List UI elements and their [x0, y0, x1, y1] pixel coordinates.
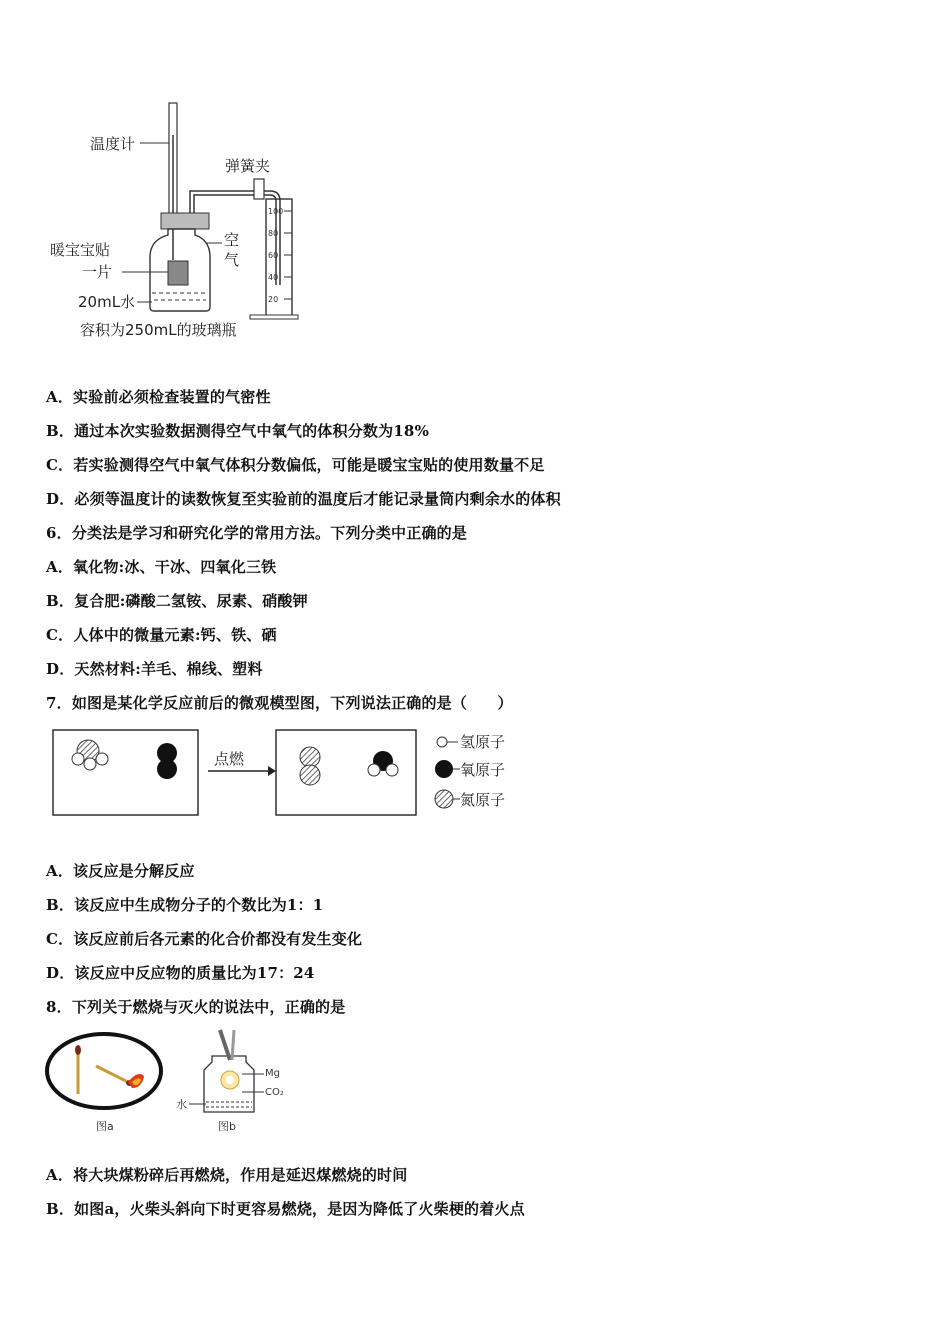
- label-air-2: 气: [224, 251, 240, 269]
- cylinder-tick-label: 60: [268, 251, 279, 260]
- q5-option-c: C．若实验测得空气中氧气体积分数偏低，可能是暖宝宝贴的使用数量不足: [46, 456, 545, 474]
- arrow-label: 点燃: [214, 750, 245, 768]
- caption-figure-a: 图a: [96, 1120, 114, 1133]
- q7-option-d: D．该反应中反应物的质量比为17：24: [46, 964, 315, 982]
- burning-magnesium-icon: [221, 1071, 239, 1089]
- label-water-b: 水: [176, 1098, 187, 1111]
- q5-option-d: D．必须等温度计的读数恢复至实验前的温度后才能记录量筒内剩余水的体积: [46, 490, 561, 508]
- legend-hydrogen: 氢原子: [460, 733, 506, 751]
- label-thermometer: 温度计: [90, 135, 136, 153]
- label-spring-clip: 弹簧夹: [225, 157, 271, 175]
- label-warmer-2: 一片: [82, 263, 113, 281]
- cylinder-tick-label: 100: [268, 207, 284, 216]
- label-water: 20mL水: [78, 293, 136, 311]
- q6-option-a: A．氧化物:冰、干冰、四氧化三铁: [46, 558, 277, 576]
- q6-stem: 6．分类法是学习和研究化学的常用方法。下列分类中正确的是: [46, 524, 468, 542]
- label-warmer-1: 暖宝宝贴: [50, 241, 111, 259]
- q6-option-c: C．人体中的微量元素:钙、铁、硒: [46, 626, 277, 644]
- q8-option-b: B．如图a，火柴头斜向下时更容易燃烧，是因为降低了火柴梗的着火点: [46, 1200, 525, 1218]
- cylinder-tick-label: 80: [268, 229, 279, 238]
- label-co2: CO₂: [265, 1087, 284, 1098]
- warmer-patch-icon: [168, 261, 188, 285]
- q7-option-c: C．该反应前后各元素的化合价都没有发生变化: [46, 930, 363, 948]
- legend-nitrogen: 氮原子: [460, 791, 506, 809]
- q5-option-a: A．实验前必须检查装置的气密性: [46, 388, 271, 406]
- legend-oxygen: 氧原子: [460, 761, 506, 779]
- label-bottle: 容积为250mL的玻璃瓶: [80, 321, 237, 339]
- q8-stem: 8．下列关于燃烧与灭火的说法中，正确的是: [46, 998, 346, 1016]
- caption-figure-b: 图b: [218, 1120, 236, 1133]
- figure-reaction-model: [50, 726, 540, 821]
- q7-option-a: A．该反应是分解反应: [46, 862, 195, 880]
- cylinder-tick-label: 20: [268, 295, 279, 304]
- q6-option-b: B．复合肥:磷酸二氢铵、尿素、硝酸钾: [46, 592, 308, 610]
- q7-stem: 7．如图是某化学反应前后的微观模型图，下列说法正确的是（ ）: [46, 694, 513, 712]
- label-mg: Mg: [265, 1068, 280, 1079]
- cylinder-tick-label: 40: [268, 273, 279, 282]
- figure-oxygen-apparatus: [40, 95, 320, 350]
- q8-option-a: A．将大块煤粉碎后再燃烧，作用是延迟煤燃烧的时间: [46, 1166, 408, 1184]
- q6-option-d: D．天然材料:羊毛、棉线、塑料: [46, 660, 263, 678]
- figure-combustion: [44, 1026, 304, 1141]
- label-air-1: 空: [224, 231, 240, 249]
- q5-option-b: B．通过本次实验数据测得空气中氧气的体积分数为18%: [46, 422, 430, 440]
- q7-option-b: B．该反应中生成物分子的个数比为1：1: [46, 896, 324, 914]
- spring-clip-icon: [254, 179, 264, 199]
